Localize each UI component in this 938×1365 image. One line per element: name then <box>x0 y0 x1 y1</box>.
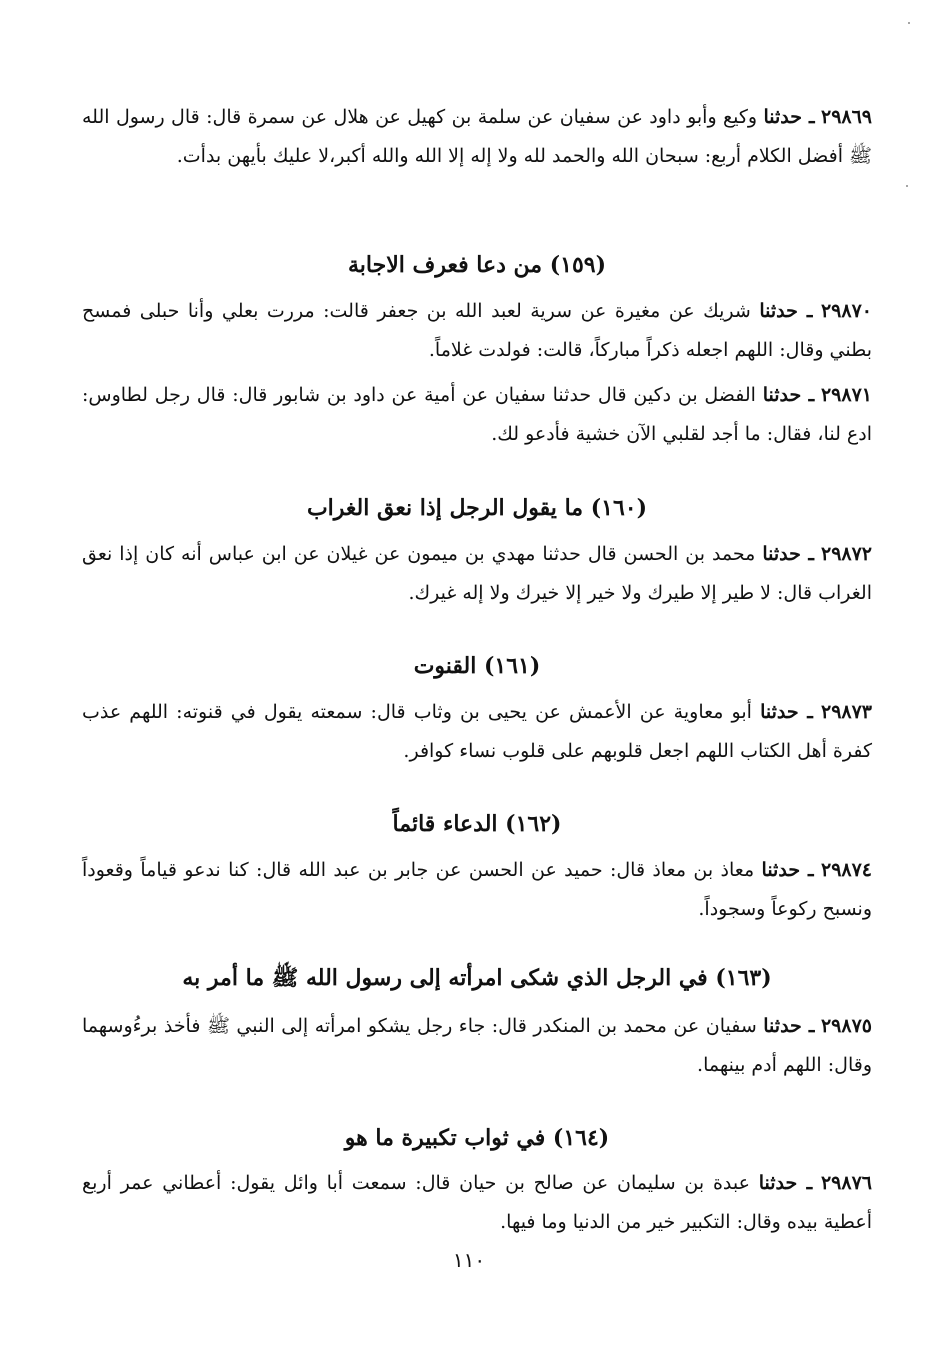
entry-number: ٢٩٨٧٦ <box>820 1172 872 1194</box>
entry-text: الفضل بن دكين قال حدثنا سفيان عن أمية عن داود بن شابور قال: قال رجل لطاوس: ادع لنا، فقال: ما أجد لقلبي الآن خشية فأدعو لك. <box>82 384 872 445</box>
entry-lead: ـ حدثنا <box>759 300 813 322</box>
entry-text: شريك عن مغيرة عن سرية لعبد الله بن جعفر قالت: مررت بعلي وأنا حبلى فمسح بطني وقال: اللهم اجعله ذكراً مباركاً، قالت: فولدت غلاماً. <box>82 300 872 361</box>
hadith-entry <box>82 98 872 176</box>
hadith-entry <box>82 535 872 613</box>
section-heading: (١٦٢) الدعاء قائماً <box>392 811 562 837</box>
scan-speck <box>906 185 908 187</box>
section-heading: (١٦٤) في ثواب تكبيرة ما هو <box>344 1125 610 1151</box>
hadith-entry <box>82 1007 872 1085</box>
section-heading: (١٦٣) في الرجل الذي شكى امرأته إلى رسول الله ﷺ ما أمر به <box>182 965 772 991</box>
entry-lead: ـ حدثنا <box>762 384 815 406</box>
entry-number: ٢٩٨٧٢ <box>820 543 873 565</box>
entry-lead: ـ حدثنا <box>763 1015 815 1037</box>
entry-lead: ـ حدثنا <box>763 106 815 128</box>
entry-number: ٢٩٨٧٥ <box>820 1015 872 1037</box>
hadith-entry <box>82 292 872 370</box>
entry-number: ٢٩٨٧١ <box>820 384 872 406</box>
entry-text: وكيع وأبو داود عن سفيان عن سلمة بن كهيل عن هلال عن سمرة قال: قال رسول الله ﷺ أفضل الكلام أربع: سبحان الله والحمد لله ولا إله إلا الله والله أكبر،لا عليك بأيهن بدأت. <box>82 106 872 167</box>
entry-number: ٢٩٨٧٣ <box>820 701 873 723</box>
hadith-entry <box>82 376 872 454</box>
hadith-entry <box>82 851 872 929</box>
entry-text: أبو معاوية عن الأعمش عن يحيى بن وثاب قال: سمعته يقول في قنوته: اللهم عذب كفرة أهل الكتاب اللهم اجعل قلوبهم على قلوب نساء كوافر. <box>82 701 872 762</box>
entry-text: محمد بن الحسن قال حدثنا مهدي بن ميمون عن غيلان عن ابن عباس أنه كان إذا نعق الغراب قال: لا طير إلا طيرك ولا خير إلا خيرك ولا إله غيرك. <box>82 543 872 604</box>
section-heading: (١٥٩) من دعا فعرف الاجابة <box>347 252 607 278</box>
entry-lead: ـ حدثنا <box>760 701 813 723</box>
entry-lead: ـ حدثنا <box>761 859 814 881</box>
entry-text: معاذ بن معاذ قال: حميد عن الحسن عن جابر بن عبد الله قال: كنا ندعو قياماً وقعوداً ونسبح ركوعاً وسجوداً. <box>82 859 872 920</box>
page-number: ١١٠ <box>452 1248 486 1272</box>
entry-text: عبدة بن سليمان عن صالح بن حيان قال: سمعت أبا وائل يقول: أعطاني عمر أربع أعطية بيده وقال: التكبير خير من الدنيا وما فيها. <box>82 1172 872 1233</box>
entry-text: سفيان عن محمد بن المنكدر قال: جاء رجل يشكو امرأته إلى النبي ﷺ فأخذ برءُوسهما وقال: اللهم أدم بينهما. <box>82 1015 872 1076</box>
hadith-entry <box>82 1164 872 1242</box>
section-heading: (١٦٠) ما يقول الرجل إذا نعق الغراب <box>306 495 648 521</box>
hadith-entry <box>82 693 872 771</box>
entry-number: ٢٩٨٦٩ <box>820 106 873 128</box>
entry-number: ٢٩٨٧٠ <box>820 300 872 322</box>
entry-lead: ـ حدثنا <box>762 543 814 565</box>
section-heading: (١٦١) القنوت <box>413 653 541 679</box>
scan-speck <box>908 22 910 24</box>
entry-number: ٢٩٨٧٤ <box>820 859 873 881</box>
entry-lead: ـ حدثنا <box>758 1172 813 1194</box>
